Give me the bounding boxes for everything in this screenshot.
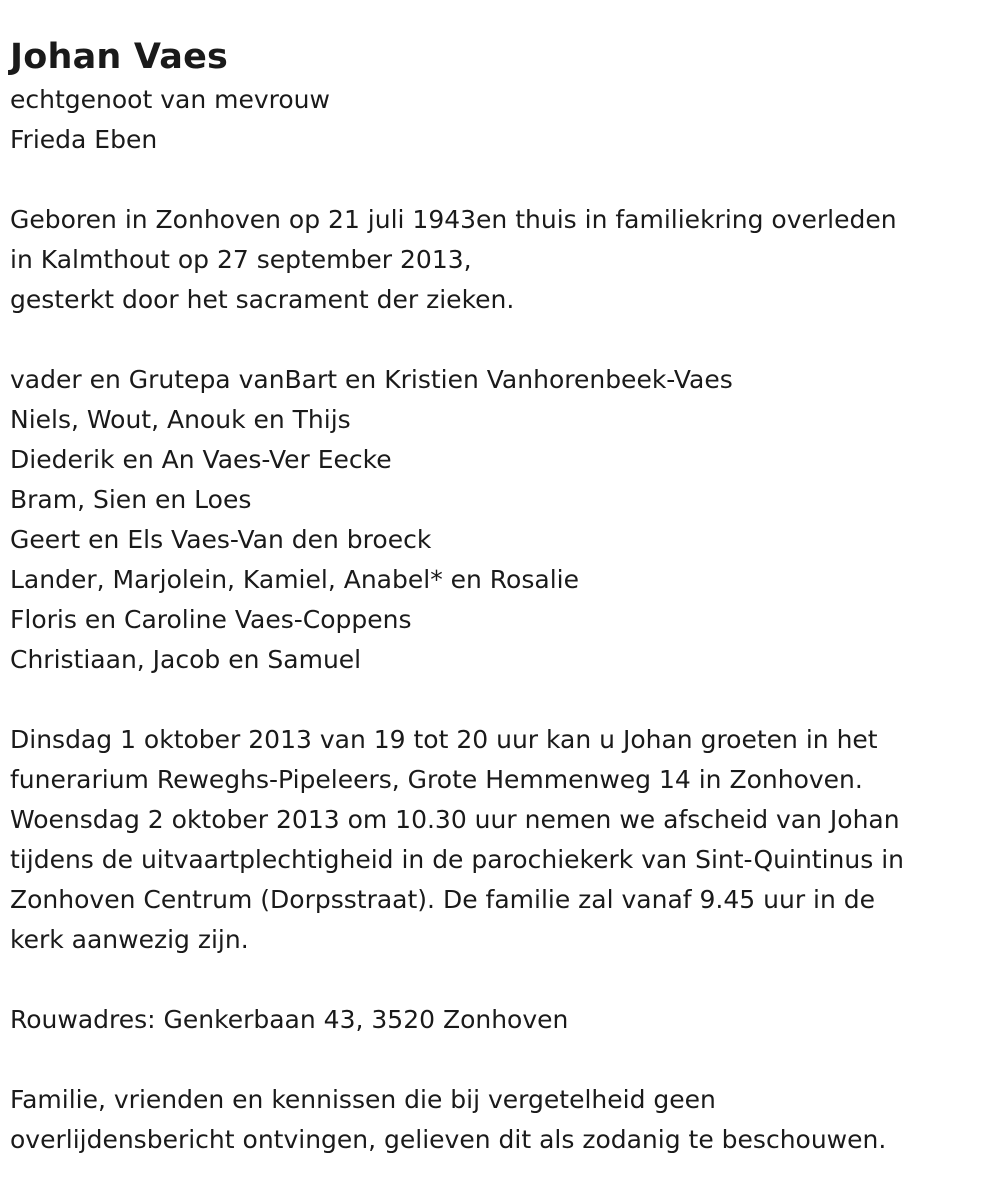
family-line: Floris en Caroline Vaes-Coppens [10,605,412,634]
ceremony-line: kerk aanwezig zijn. [10,925,249,954]
closing-line: overlijdensbericht ontvingen, gelieven dit als zodanig te beschouwen. [10,1125,887,1154]
paragraph-gap [10,320,1000,360]
deceased-name: Johan Vaes [10,37,229,77]
closing-line: Familie, vrienden en kennissen die bij vergetelheid geen [10,1085,716,1114]
family-line: vader en Grutepa vanBart en Kristien Vanhorenbeek-Vaes [10,365,733,394]
paragraph-gap [10,960,1000,1000]
closing-section [10,1080,1000,1160]
family-line: Christiaan, Jacob en Samuel [10,645,362,674]
paragraph-gap [10,1040,1000,1080]
spouse-section [10,80,1000,160]
family-line: Geert en Els Vaes-Van den broeck [10,525,432,554]
family-line: Bram, Sien en Loes [10,485,252,514]
mourning-address: Rouwadres: Genkerbaan 43, 3520 Zonhoven [10,1005,569,1034]
birth-death-line: gesterkt door het sacrament der zieken. [10,285,515,314]
family-section [10,360,1000,680]
birth-death-line: in Kalmthout op 27 september 2013, [10,245,472,274]
birth-death-line: Geboren in Zonhoven op 21 juli 1943en thuis in familiekring overleden [10,205,897,234]
spouse-line: Frieda Eben [10,125,158,154]
ceremony-line: tijdens de uitvaartplechtigheid in de parochiekerk van Sint-Quintinus in [10,845,905,874]
ceremony-line: funerarium Reweghs-Pipeleers, Grote Hemmenweg 14 in Zonhoven. [10,765,863,794]
ceremony-line: Dinsdag 1 oktober 2013 van 19 tot 20 uur kan u Johan groeten in het [10,725,878,754]
family-line: Niels, Wout, Anouk en Thijs [10,405,351,434]
family-line: Diederik en An Vaes-Ver Eecke [10,445,392,474]
ceremony-line: Zonhoven Centrum (Dorpsstraat). De familie zal vanaf 9.45 uur in de [10,885,876,914]
spouse-line: echtgenoot van mevrouw [10,85,330,114]
paragraph-gap [10,160,1000,200]
paragraph-gap [10,680,1000,720]
family-line: Lander, Marjolein, Kamiel, Anabel* en Rosalie [10,565,579,594]
birth-death-section [10,200,1000,320]
ceremony-line: Woensdag 2 oktober 2013 om 10.30 uur nemen we afscheid van Johan [10,805,900,834]
ceremony-section [10,720,1000,960]
